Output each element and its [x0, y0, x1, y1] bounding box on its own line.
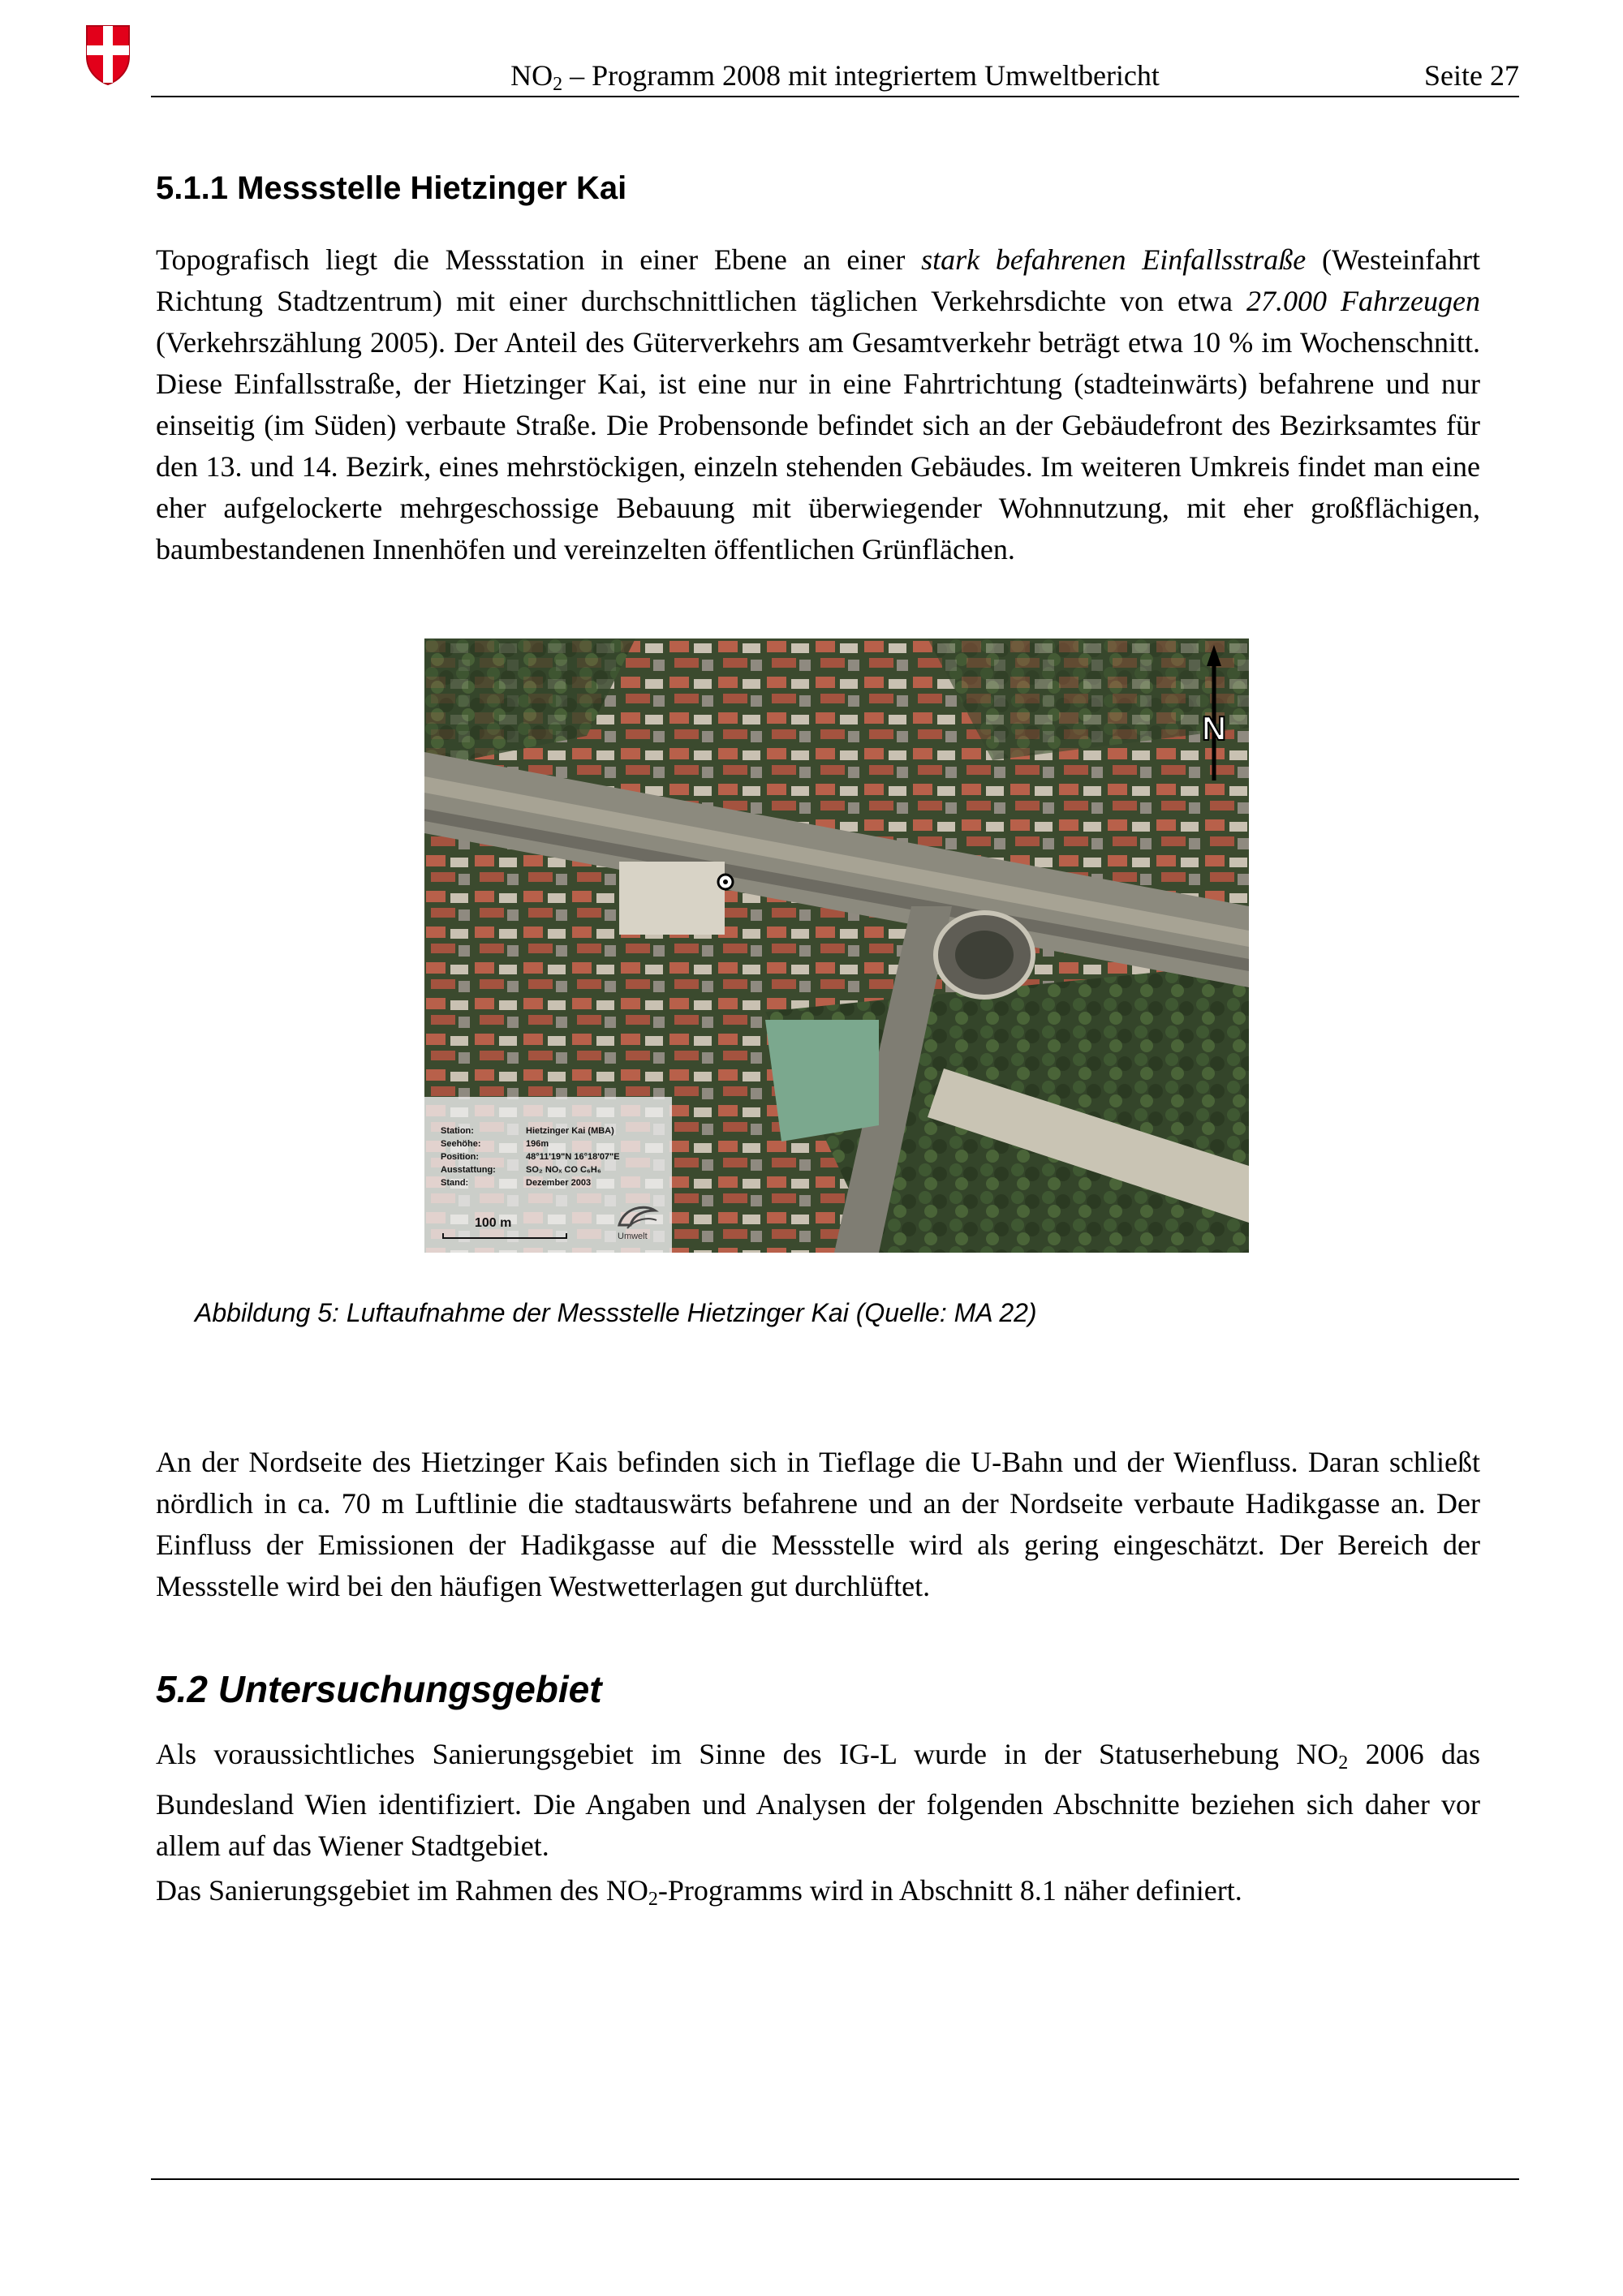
paragraph-nordseite: An der Nordseite des Hietzinger Kais befinden sich in Tieflage die U-Bahn und der Wienfluss. Daran schließt nördlich in ca. 70 m Luftlinie die stadtauswärts befahrene und an der Nordseite verbaute Hadikgasse an. Der Einfluss der Emissionen der Hadikgasse auf die Messstelle wird als gering eingeschätzt. Der Bereich der Messstelle wird bei den häufigen Westwetterlagen gut durchlüftet. — [156, 1446, 1480, 1602]
section-heading-messstelle: 5.1.1 Messstelle Hietzinger Kai — [156, 170, 627, 206]
ma22-logo-icon — [613, 1201, 661, 1233]
legend-row-station: Station: Hietzinger Kai (MBA) — [441, 1126, 614, 1136]
legend-row-position: Position: 48°11'19"N 16°18'07"E — [441, 1152, 620, 1162]
logo-text: Umwelt — [618, 1232, 648, 1241]
figure-caption: Abbildung 5: Luftaufnahme der Messstelle Hietzinger Kai (Quelle: MA 22) — [195, 1298, 1037, 1327]
aerial-photo — [424, 638, 1249, 1253]
scale-label: 100 m — [475, 1216, 512, 1230]
page-number: Seite 27 — [1424, 59, 1519, 92]
paragraph-topografie: Topografisch liegt die Messstation in einer Ebene an einer stark befahrenen Einfallsstraße (Westeinfahrt Richtung Stadtzentrum) mit einer durchschnittlichen täglichen Verkehrsdichte von etwa 27.000 Fahrzeugen (Verkehrszählung 2005). Der Anteil des Güterverkehrs am Gesamtverkehr beträgt etwa 10 % im Wochenschnitt. Diese Einfallsstraße, der Hietzinger Kai, ist eine nur in eine Fahrtrichtung (stadteinwärts) befahrene und nur einseitig (im Süden) verbaute Straße. Die Probensonde befindet sich an der Gebäudefront des Bezirksamtes für den 13. und 14. Bezirk, eines mehrstöckigen, einzeln stehenden Gebäudes. Im weiteren Umkreis findet man eine eher aufgelockerte mehrgeschossige Bebauung mit überwiegender Wohnnutzung, mit eher großflächigen, baumbestandenen Innenhöfen und vereinzelten öffentlichen Grünflächen. — [156, 243, 1481, 565]
paragraph-programm: Das Sanierungsgebiet im Rahmen des $NO_2$-Programms wird in Abschnitt 8.1 näher definiert. — [156, 1874, 1242, 1910]
map-legend — [424, 1097, 672, 1253]
legend-row-stand: Stand: Dezember 2003 — [441, 1178, 592, 1188]
legend-row-seehoehe: Seehöhe: 196m — [441, 1139, 549, 1149]
footer-divider — [151, 2178, 1519, 2180]
scale-bar — [442, 1233, 567, 1239]
vienna-crest-icon — [85, 24, 131, 86]
paragraph-sanierungsgebiet: Als voraussichtliches Sanierungsgebiet im Sinne des IG-L wurde in der Statuserhebung $NO_2$ 2006 das Bundesland Wien identifiziert. Die Angaben und Analysen der folgenden Abschnitte beziehen sich daher vor allem auf das Wiener Stadtgebiet. — [156, 1738, 1480, 1862]
page-header — [151, 55, 1519, 97]
north-label: N — [1201, 709, 1227, 747]
section-heading-untersuchungsgebiet: 5.2 Untersuchungsgebiet — [156, 1668, 602, 1710]
legend-row-ausstattung: Ausstattung: SO₂ NOₓ CO C₆H₆ — [441, 1165, 601, 1175]
header-title: $NO_2$ – Programm 2008 mit integriertem Umweltbericht — [510, 59, 1160, 95]
